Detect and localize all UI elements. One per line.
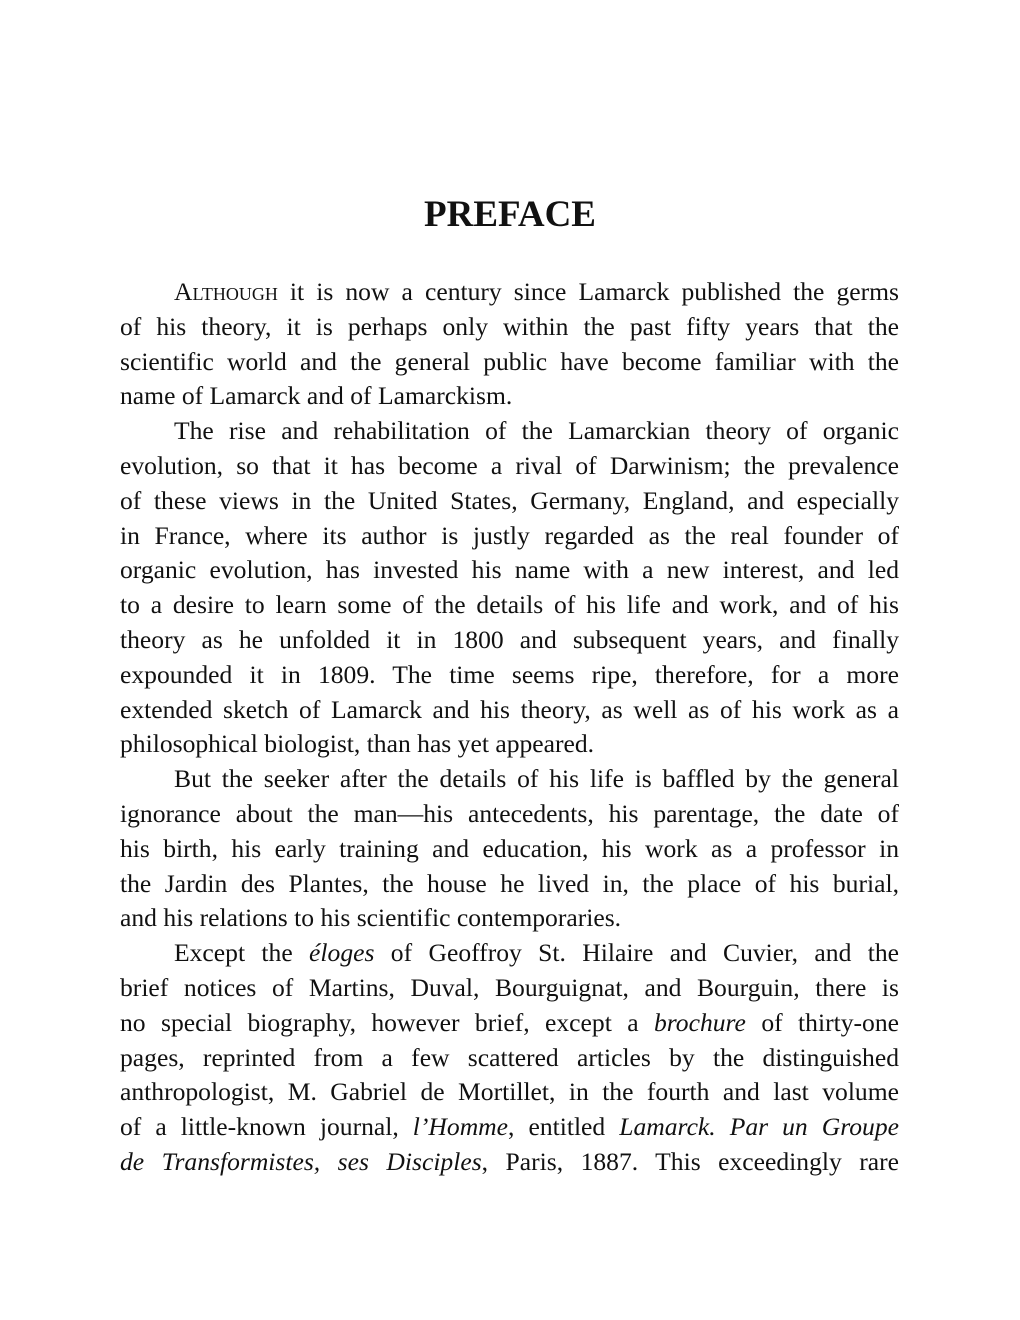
text-line <box>120 727 899 762</box>
text-segment: of thirty-one <box>745 1007 899 1037</box>
italic-text: brochure <box>653 1007 746 1037</box>
text-line <box>120 1145 899 1180</box>
text-segment: brief notices of Martins, Duval, Bourguignat, and Bourguin, there is <box>120 972 899 1002</box>
text-line <box>120 449 899 484</box>
italic-text: l’Homme <box>412 1112 509 1142</box>
text-line <box>120 901 899 936</box>
preface-body <box>120 275 899 1180</box>
italic-text: Lamarck. Par un Groupe <box>619 1112 899 1142</box>
text-line <box>120 588 899 623</box>
text-segment: evolution, so that it has become a rival of Darwinism; the prevalence <box>120 450 899 480</box>
text-segment: extended sketch of Lamarck and his theory, as well as of his work as a <box>120 694 899 724</box>
text-segment: pages, reprinted from a few scattered articles by the distinguished <box>120 1042 899 1072</box>
text-line <box>120 1006 899 1041</box>
text-line <box>120 832 899 867</box>
text-line <box>120 1041 899 1076</box>
text-line <box>120 658 899 693</box>
text-segment: theory as he unfolded it in 1800 and subsequent years, and finally <box>120 624 899 654</box>
text-line <box>120 936 899 971</box>
small-caps-text: Although <box>174 277 278 306</box>
text-segment: Except the <box>174 938 310 968</box>
italic-text: de Transformistes, ses Disciples <box>120 1146 482 1176</box>
text-segment: the Jardin des Plantes, the house he lived in, the place of his burial, <box>120 868 899 898</box>
text-line <box>120 623 899 658</box>
text-segment: it is now a century since Lamarck published the germs <box>277 277 899 306</box>
text-segment: scientific world and the general public have become familiar with the <box>120 346 899 376</box>
text-segment: no special biography, however brief, except a <box>120 1007 654 1037</box>
text-line <box>120 275 899 310</box>
text-segment: anthropologist, M. Gabriel de Mortillet, in the fourth and last volume <box>120 1077 899 1107</box>
italic-text: éloges <box>309 938 375 968</box>
text-line <box>120 797 899 832</box>
text-segment: and his relations to his scientific contemporaries. <box>120 903 622 933</box>
text-segment: The rise and rehabilitation of the Lamarckian theory of organic <box>174 416 899 446</box>
text-segment: organic evolution, has invested his name with a new interest, and led <box>120 555 899 585</box>
text-segment: ignorance about the man—his antecedents, his parentage, the date of <box>120 798 899 828</box>
text-line <box>120 310 899 345</box>
text-line <box>120 379 899 414</box>
text-line <box>120 1110 899 1145</box>
text-segment: philosophical biologist, than has yet appeared. <box>120 729 595 759</box>
text-line <box>120 762 899 797</box>
text-segment: his birth, his early training and education, his work as a professor in <box>120 833 899 863</box>
text-line <box>120 345 899 380</box>
text-line <box>120 519 899 554</box>
text-line <box>120 484 899 519</box>
text-line <box>120 1075 899 1110</box>
text-segment: of these views in the United States, Germany, England, and especially <box>120 485 899 515</box>
text-segment: name of Lamarck and of Lamarckism. <box>120 381 513 411</box>
text-line <box>120 553 899 588</box>
text-line <box>120 414 899 449</box>
text-line <box>120 971 899 1006</box>
text-line <box>120 693 899 728</box>
text-segment: to a desire to learn some of the details of his life and work, and of his <box>120 590 899 620</box>
text-line <box>120 867 899 902</box>
text-segment: of his theory, it is perhaps only within the past fifty years that the <box>120 311 899 341</box>
text-segment: in France, where its author is justly regarded as the real founder of <box>120 520 899 550</box>
text-segment: of a little-known journal, <box>120 1112 413 1142</box>
page-title: PREFACE <box>424 194 596 235</box>
text-segment: , Paris, 1887. This exceedingly rare <box>481 1146 899 1176</box>
text-segment: But the seeker after the details of his life is baffled by the general <box>174 764 899 794</box>
text-segment: , entitled <box>508 1112 620 1142</box>
text-segment: expounded it in 1809. The time seems ripe, therefore, for a more <box>120 659 899 689</box>
text-segment: of Geoffroy St. Hilaire and Cuvier, and the <box>374 938 899 968</box>
